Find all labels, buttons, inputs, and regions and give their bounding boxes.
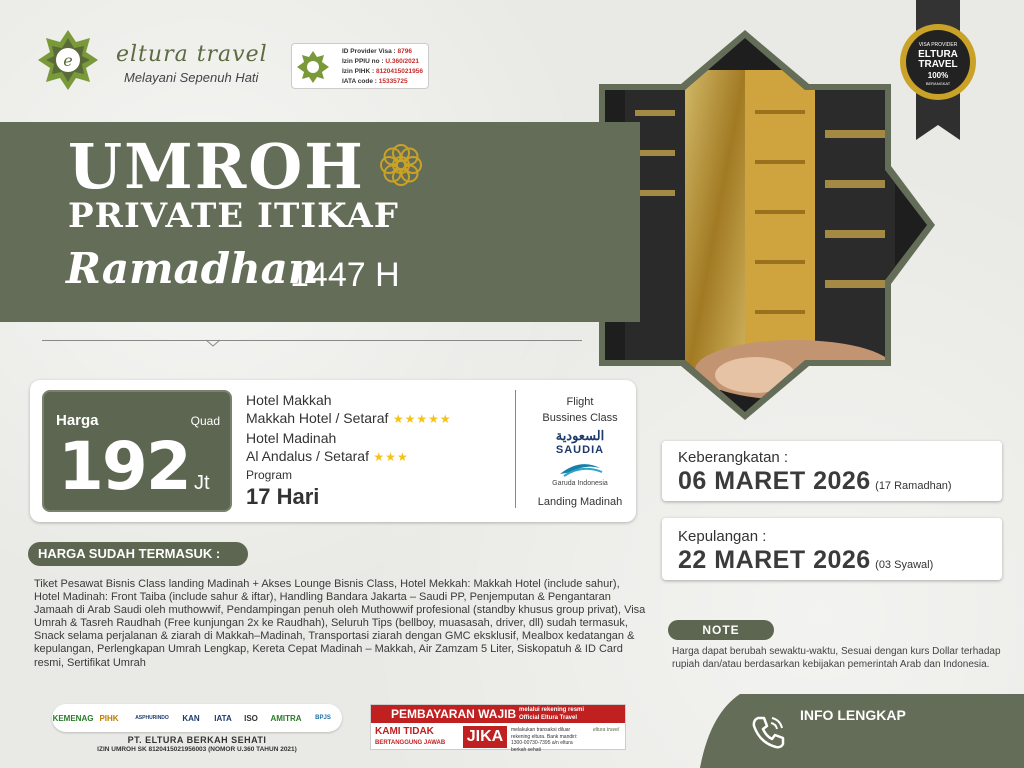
- payment-title: PEMBAYARAN WAJIB: [391, 707, 517, 721]
- payment-header: [371, 705, 625, 723]
- partner-logo-8: BPJS: [315, 715, 331, 721]
- price-amount: 192: [58, 428, 190, 505]
- partner-logo-7: AMITRA: [270, 713, 302, 723]
- return-date: 22 MARET 2026: [678, 546, 871, 574]
- visa-provider-badge: [898, 0, 978, 140]
- return-note: (03 Syawal): [875, 559, 934, 571]
- departure-note: (17 Ramadhan): [875, 480, 952, 492]
- departure-row: [678, 467, 952, 496]
- company-license: IZIN UMROH SK 8120415021956003 (NOMOR U.360 TAHUN 2021): [97, 746, 297, 753]
- badge-sub: BERANGKAT: [925, 81, 951, 86]
- return-label: Kepulangan :: [678, 528, 767, 545]
- return-card: [662, 518, 1002, 580]
- license-line-3: Izin PIHK : 8120415021956: [342, 68, 423, 75]
- license-line-1: ID Provider Visa : 8796: [342, 48, 412, 55]
- hotel-madinah-label: Hotel Madinah: [246, 430, 337, 446]
- program-value: 17 Hari: [246, 484, 320, 509]
- brand-star-icon: [36, 28, 100, 92]
- badge-top-text: VISA PROVIDER: [918, 42, 958, 48]
- hotel-madinah-stars: ★★★: [373, 450, 409, 464]
- note-label: NOTE: [668, 620, 774, 640]
- partner-logo-2: PIHK: [99, 713, 119, 723]
- hotel-makkah-label: Hotel Makkah: [246, 392, 332, 408]
- partner-logo-6: ISO: [244, 713, 258, 723]
- garuda-icon: [550, 458, 610, 480]
- program-label: Program: [246, 468, 293, 482]
- note-text: Harga dapat berubah sewaktu-waktu, Sesuai dengan kurs Dollar terhadap rupiah dan/atau berdasarkan kebijakan pemerintah Arab dan Indonesia.: [672, 646, 1001, 670]
- license-box: [291, 43, 429, 89]
- badge-name2: TRAVEL: [918, 59, 958, 70]
- ornament-icon: [376, 140, 426, 190]
- license-line-4: IATA code : 15335725: [342, 78, 408, 85]
- payment-kami: KAMI TIDAK BERTANGGUNG JAWAB: [375, 726, 446, 746]
- partner-logos: [52, 704, 342, 732]
- includes-label: HARGA SUDAH TERMASUK :: [28, 542, 248, 566]
- brand-logo: [36, 26, 286, 96]
- partner-logo-5: IATA: [214, 713, 232, 723]
- brand-name: eltura travel: [116, 42, 268, 67]
- price-card: [30, 380, 636, 522]
- payment-jika-text: melakukan transaksi diluar rekening eltura. Bank mandiri: 1300-00730-7395 a/n eltura berkah sehati: [511, 727, 578, 753]
- hotel-makkah-stars: ★★★★★: [392, 412, 452, 426]
- divider-line: [42, 340, 582, 341]
- payment-jika: JIKA: [463, 726, 507, 748]
- hotel-makkah-row: [246, 410, 452, 428]
- garuda-text: Garuda Indonesia: [552, 480, 608, 487]
- price-unit: Jt: [194, 472, 210, 494]
- title-ramadhan: Ramadhan: [66, 244, 319, 293]
- payment-sub: melalui rekening resmi Official Eltura Travel: [519, 707, 585, 721]
- svg-text:e: e: [63, 51, 73, 70]
- payment-warning: [370, 704, 626, 753]
- hotel-madinah-row: [246, 448, 409, 466]
- payment-mini-logo: eltura travel: [592, 727, 620, 733]
- license-logo-icon: [296, 50, 330, 84]
- departure-label: Keberangkatan :: [678, 449, 789, 466]
- landing-label: Landing Madinah: [537, 496, 623, 508]
- partner-logo-1: KEMENAG: [52, 713, 94, 723]
- company-name: PT. ELTURA BERKAH SEHATI: [127, 735, 267, 745]
- brand-tagline: Melayani Sepenuh Hati: [124, 70, 259, 85]
- license-lines: [342, 47, 423, 87]
- saudia-english: SAUDIA: [555, 444, 605, 456]
- vertical-separator: [515, 390, 516, 508]
- license-line-2: Izin PPIU no : U.360/2021: [342, 58, 419, 65]
- return-row: [678, 546, 933, 575]
- price-box: [42, 390, 232, 512]
- saudia-logo: [540, 428, 620, 456]
- partner-logo-4: KAN: [182, 713, 200, 723]
- price-label: Harga: [56, 412, 99, 429]
- title-private-itikaf: PRIVATE ITIKAF: [68, 196, 399, 236]
- flight-label: Flight Bussines Class: [542, 396, 618, 424]
- title-umroh: UMROH: [68, 130, 365, 203]
- hotel-madinah-value: Al Andalus / Setaraf: [246, 448, 369, 464]
- divider-chevron-icon: [206, 338, 220, 348]
- badge-name1: ELTURA: [918, 49, 958, 60]
- badge-pct: 100%: [927, 71, 949, 80]
- saudia-arabic: السعودية: [555, 428, 605, 443]
- partner-logo-3: ASPHURINDO: [135, 715, 169, 721]
- hotel-makkah-value: Makkah Hotel / Setaraf: [246, 410, 389, 426]
- departure-date: 06 MARET 2026: [678, 467, 871, 495]
- room-type: Quad: [190, 414, 220, 428]
- phone-icon: [748, 712, 788, 752]
- info-lengkap-label[interactable]: INFO LENGKAP: [800, 707, 906, 723]
- departure-card: [662, 441, 1002, 501]
- title-year: 1447 H: [290, 256, 400, 294]
- includes-text: Tiket Pesawat Bisnis Class landing Madinah + Akses Lounge Bisnis Class, Hotel Mekkah: Makkah Hotel (include sahur), Hotel Madinah: Front Taiba (include sahur & iftar), Handling Bandara Jakarta – Saudi PP, Penjemputan & Pengantaran Jamaah di Arab Saudi oleh muthowwif, Pendampingan penuh oleh Muthowwif profesional (standby khusus group privat), Visa Umrah & Tasreh Raudhah (Free kunjungan 2x ke Raudhah), Seluruh Tips (bellboy, muasasah, driver, dll) sudah termasuk, Snack selama perjalanan & ziarah di Makkah–Madinah, Transportasi ziarah dengan GMC eksklusif, Mealbox kedatangan & kepulangan, Perlengkapan Umrah Lengkap, Kereta Cepat Madinah – Makkah, Air Zamzam 5 Liter, Siskopatuh & ID Card resmi, Sertifikat Umrah: [34, 578, 646, 669]
